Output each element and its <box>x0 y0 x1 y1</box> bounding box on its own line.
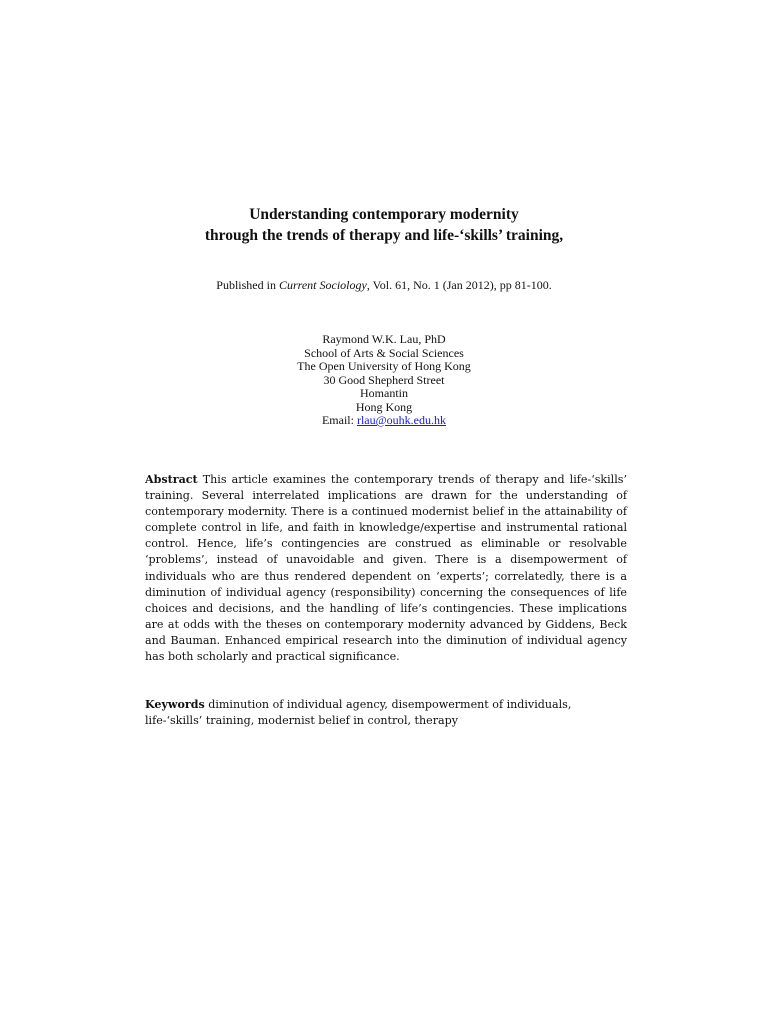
abstract-paragraph <box>145 472 627 665</box>
author-school: School of Arts & Social Sciences <box>304 345 464 360</box>
author-street: 30 Good Shepherd Street <box>323 372 445 387</box>
author-region: Hong Kong <box>355 399 413 414</box>
author-email-line <box>0 414 768 428</box>
author-name: Raymond W.K. Lau, PhD <box>322 332 446 346</box>
publication-prefix: Published in <box>216 278 276 292</box>
author-district: Homantin <box>360 386 408 400</box>
abstract-text: This article examines the contemporary trends of therapy and life-‘skills’ training. Several interrelated implications are drawn for the understanding of contemporary modernity. There is a continued modernist belief in the attainability of complete control in life, and faith in knowledge/expertise and instrumental rational control. Hence, life’s contingencies are construed as eliminable or resolvable ‘problems’, instead of unavoidable and given. There is a disempowerment of individuals who are thus rendered dependent on ‘experts’; correlatedly, there is a diminution of individual agency (responsibility) concerning the consequences of life choices and decisions, and the handling of life’s contingencies. These implications are at odds with the theses on contemporary modernity advanced by Giddens, Beck and Bauman. Enhanced empirical research into the diminution of individual agency has both scholarly and practical significance. <box>145 473 627 664</box>
keywords-label: Keywords <box>145 698 205 711</box>
publication-info <box>0 277 768 293</box>
publication-details: , Vol. 61, No. 1 (Jan 2012), pp 81-100. <box>366 278 552 292</box>
title-line-2: through the trends of therapy and life-‘skills’ training, <box>204 227 564 244</box>
journal-name: Current Sociology <box>278 278 367 292</box>
author-block <box>0 333 768 428</box>
title-line-1: Understanding contemporary modernity <box>249 206 519 223</box>
paper-title <box>0 204 768 246</box>
author-university: The Open University of Hong Kong <box>297 359 471 373</box>
email-label: Email: <box>321 413 354 427</box>
email-link[interactable]: rlau@ouhk.edu.hk <box>356 413 447 427</box>
abstract-label: Abstract <box>145 473 198 486</box>
keywords-paragraph <box>145 697 627 729</box>
keywords-text: diminution of individual agency, disempowerment of individuals, life-‘skills’ training, modernist belief in control, therapy <box>145 698 572 728</box>
